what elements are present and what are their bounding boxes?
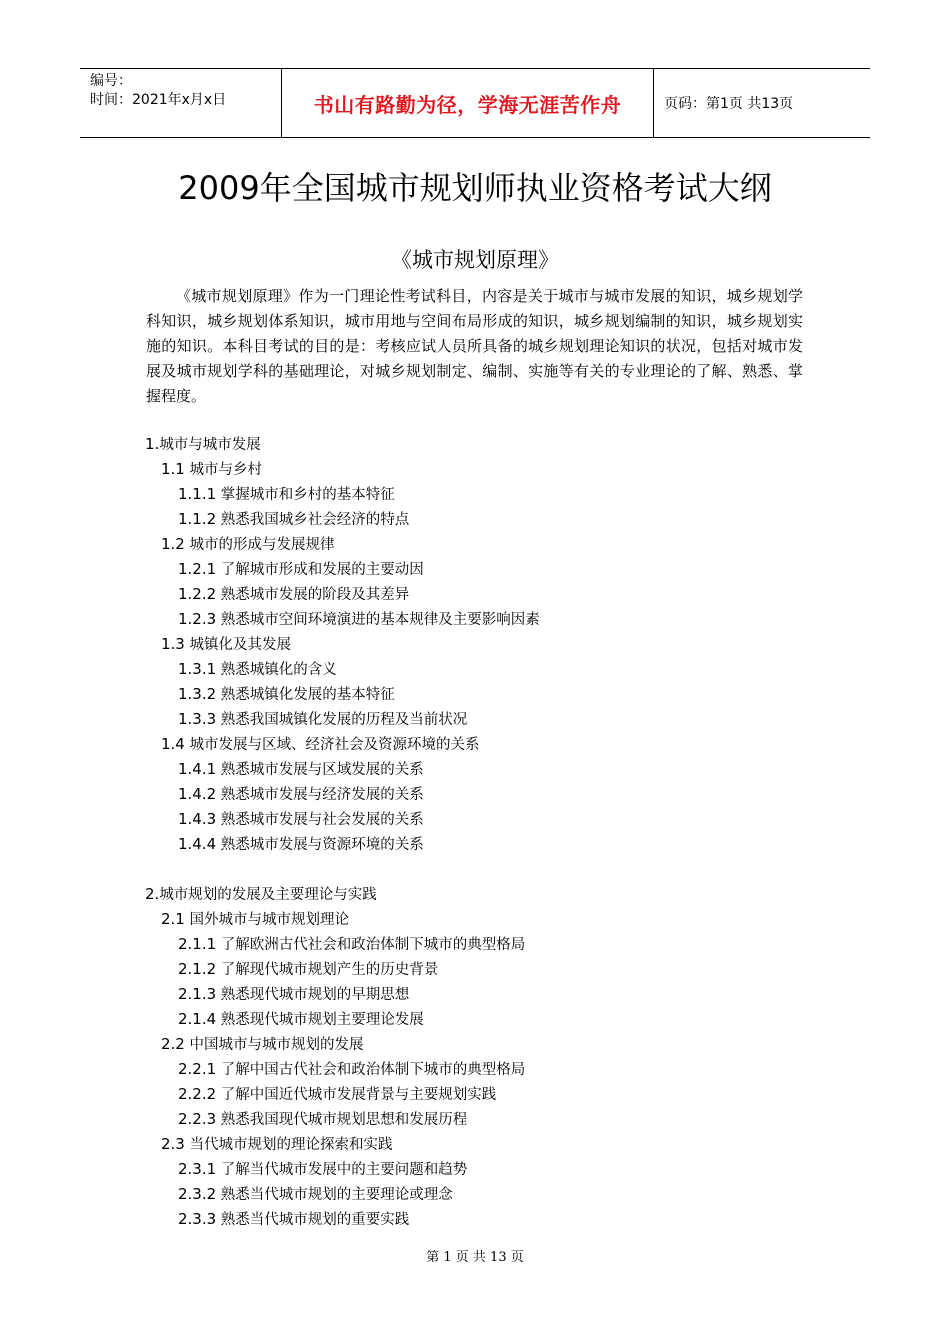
outline-item-text: 熟悉城镇化发展的基本特征 xyxy=(216,687,395,703)
time-label: 时间：2021年x月x日 xyxy=(90,92,227,108)
outline-item xyxy=(178,1007,424,1032)
outline-item-number: 1.2.3 xyxy=(178,610,217,628)
outline-item xyxy=(178,557,424,582)
outline-item-text: 熟悉城市发展与社会发展的关系 xyxy=(216,812,424,828)
outline-item-text: 了解欧洲古代社会和政治体制下城市的典型格局 xyxy=(216,937,526,953)
outline-item xyxy=(178,1057,525,1082)
outline-item-text: 城市规划的发展及主要理论与实践 xyxy=(159,887,377,903)
outline-item-text: 了解中国古代社会和政治体制下城市的典型格局 xyxy=(216,1062,526,1078)
outline-item-number: 1. xyxy=(145,435,160,453)
outline-item-text: 熟悉城市发展与资源环境的关系 xyxy=(216,837,424,853)
document-title: 2009年全国城市规划师执业资格考试大纲 xyxy=(178,169,772,207)
outline-item xyxy=(161,532,334,557)
outline-item-text: 了解当代城市发展中的主要问题和趋势 xyxy=(216,1162,468,1178)
outline-item-text: 熟悉城市发展与经济发展的关系 xyxy=(216,787,424,803)
outline-item-text: 熟悉我国城乡社会经济的特点 xyxy=(216,512,410,528)
outline-item xyxy=(161,1132,392,1157)
outline-item xyxy=(145,432,261,457)
document-subtitle: 《城市规划原理》 xyxy=(391,248,559,272)
outline-item-number: 2.1.3 xyxy=(178,985,217,1003)
outline-item-number: 1.1.1 xyxy=(178,485,217,503)
outline-item xyxy=(161,632,291,657)
outline-item-number: 1.2.1 xyxy=(178,560,217,578)
outline-item-number: 2.3.3 xyxy=(178,1210,217,1228)
outline-item-text: 城市与乡村 xyxy=(184,462,262,478)
outline-item-text: 熟悉现代城市规划的早期思想 xyxy=(216,987,410,1003)
outline-item-number: 2.2.3 xyxy=(178,1110,217,1128)
outline-item-number: 1.4.1 xyxy=(178,760,217,778)
outline-item xyxy=(161,907,349,932)
outline-item xyxy=(178,682,395,707)
outline-item-number: 2.2.1 xyxy=(178,1060,217,1078)
outline-item-number: 2.1 xyxy=(161,910,185,928)
outline-item-number: 2.1.4 xyxy=(178,1010,217,1028)
outline-item-number: 2.2.2 xyxy=(178,1085,217,1103)
outline-item xyxy=(178,482,395,507)
outline-item xyxy=(178,782,424,807)
intro-paragraph: 《城市规划原理》作为一门理论性考试科目，内容是关于城市与城市发展的知识，城乡规划学科知识，城乡规划体系知识，城市用地与空间布局形成的知识，城乡规划编制的知识，城乡规划实施的知识。本科目考试的目的是：考核应试人员所具备的城乡规划理论知识的状况，包括对城市发展及城市规划学科的基础理论，对城乡规划制定、编制、实施等有关的专业理论的了解、熟悉、掌握程度。 xyxy=(146,287,803,405)
outline-item-number: 1.2 xyxy=(161,535,185,553)
outline-item-number: 1.3.2 xyxy=(178,685,217,703)
outline-item-text: 熟悉城市发展的阶段及其差异 xyxy=(216,587,410,603)
outline-item xyxy=(178,607,540,632)
outline-item xyxy=(178,1082,496,1107)
outline-item-text: 熟悉我国城镇化发展的历程及当前状况 xyxy=(216,712,468,728)
outline-item xyxy=(178,757,424,782)
outline-item-text: 掌握城市和乡村的基本特征 xyxy=(216,487,395,503)
outline-item xyxy=(145,882,377,907)
outline-item-text: 了解现代城市规划产生的历史背景 xyxy=(216,962,439,978)
outline-item-number: 2.3.1 xyxy=(178,1160,217,1178)
outline-item-number: 2. xyxy=(145,885,160,903)
outline-item-text: 当代城市规划的理论探索和实践 xyxy=(184,1137,393,1153)
outline-item-number: 1.2.2 xyxy=(178,585,217,603)
outline-item xyxy=(178,1107,467,1132)
outline-item-number: 2.2 xyxy=(161,1035,185,1053)
outline-item-text: 熟悉城市空间环境演进的基本规律及主要影响因素 xyxy=(216,612,540,628)
page-footer: 第 1 页 共 13 页 xyxy=(426,1250,524,1265)
outline-item-number: 2.1.2 xyxy=(178,960,217,978)
header-table xyxy=(80,68,870,138)
outline-item xyxy=(178,1182,453,1207)
outline-item xyxy=(178,507,409,532)
outline-item-text: 城镇化及其发展 xyxy=(184,637,291,653)
outline-item xyxy=(178,1207,409,1232)
motto: 书山有路勤为径，学海无涯苦作舟 xyxy=(281,69,654,137)
header-meta xyxy=(80,69,281,137)
outline-item-number: 2.1.1 xyxy=(178,935,217,953)
outline-item-number: 1.4.3 xyxy=(178,810,217,828)
outline-item xyxy=(178,1157,467,1182)
outline-item-number: 1.3.3 xyxy=(178,710,217,728)
outline-item xyxy=(178,982,409,1007)
outline-item xyxy=(178,832,424,857)
page-code: 页码：第1页 共13页 xyxy=(664,96,794,112)
outline-item-text: 熟悉城市发展与区域发展的关系 xyxy=(216,762,424,778)
outline-item-number: 2.3.2 xyxy=(178,1185,217,1203)
outline-item xyxy=(178,657,337,682)
outline-item xyxy=(178,932,525,957)
outline-item xyxy=(178,807,424,832)
outline-item xyxy=(161,457,262,482)
outline-item xyxy=(178,707,467,732)
outline-item-text: 熟悉当代城市规划的重要实践 xyxy=(216,1212,410,1228)
outline-item-number: 1.1 xyxy=(161,460,185,478)
outline-item-text: 城市发展与区域、经济社会及资源环境的关系 xyxy=(184,737,480,753)
outline-item xyxy=(178,957,438,982)
outline-item-text: 熟悉我国现代城市规划思想和发展历程 xyxy=(216,1112,468,1128)
outline-item-text: 熟悉现代城市规划主要理论发展 xyxy=(216,1012,424,1028)
outline-item-text: 城市的形成与发展规律 xyxy=(184,537,335,553)
outline-item-text: 了解中国近代城市发展背景与主要规划实践 xyxy=(216,1087,497,1103)
outline-item-text: 城市与城市发展 xyxy=(159,437,261,453)
outline-item-text: 熟悉当代城市规划的主要理论或理念 xyxy=(216,1187,453,1203)
outline-item-number: 1.3.1 xyxy=(178,660,217,678)
outline-item-number: 1.4.4 xyxy=(178,835,217,853)
outline-item xyxy=(161,1032,363,1057)
outline-item-number: 1.4 xyxy=(161,735,185,753)
outline-item-text: 熟悉城镇化的含义 xyxy=(216,662,337,678)
outline-item-number: 2.3 xyxy=(161,1135,185,1153)
outline-item-text: 中国城市与城市规划的发展 xyxy=(184,1037,364,1053)
outline-item-text: 国外城市与城市规划理论 xyxy=(184,912,349,928)
outline-item xyxy=(178,582,409,607)
outline-item-text: 了解城市形成和发展的主要动因 xyxy=(216,562,424,578)
outline-item-number: 1.1.2 xyxy=(178,510,217,528)
outline-item-number: 1.4.2 xyxy=(178,785,217,803)
number-label: 编号： xyxy=(90,73,132,89)
outline-item xyxy=(161,732,479,757)
outline-item-number: 1.3 xyxy=(161,635,185,653)
